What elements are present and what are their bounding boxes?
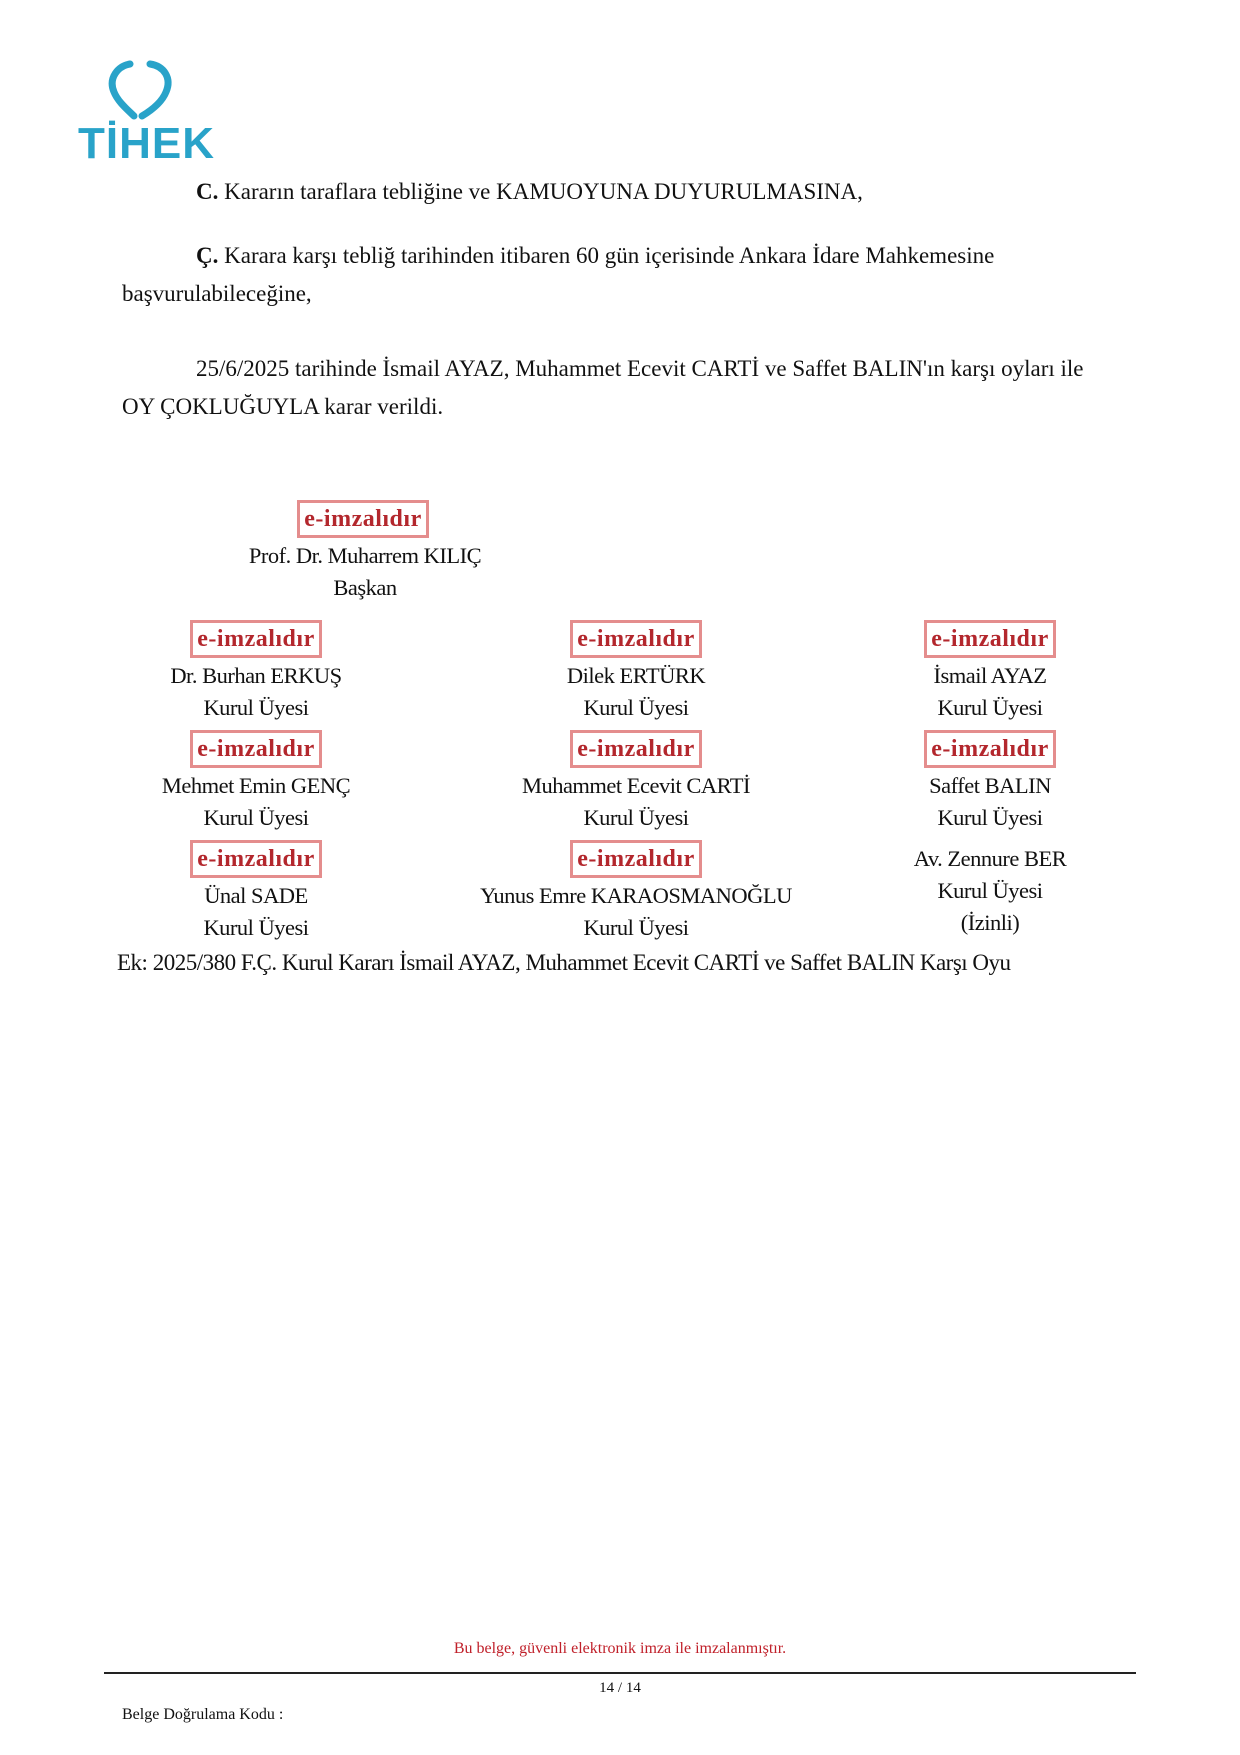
tihek-logo <box>78 60 215 170</box>
verification-code-label: Belge Doğrulama Kodu : <box>122 1706 284 1723</box>
signature-note: (İzinli) <box>960 910 1020 935</box>
signature-name: İsmail AYAZ <box>933 663 1047 688</box>
signature-member <box>840 660 1140 724</box>
e-signature-badge-label: e-imzalıdır <box>197 625 315 652</box>
signature-name: Dilek ERTÜRK <box>566 663 706 688</box>
decision-line2: OY ÇOKLUĞUYLA karar verildi. <box>122 394 444 419</box>
signature-name: Mehmet Emin GENÇ <box>161 773 351 798</box>
signature-title: Kurul Üyesi <box>937 805 1043 830</box>
e-signature-badge <box>570 840 702 878</box>
paragraph-c-text: Kararın taraflara tebliğine ve KAMUOYUNA DUYURULMASINA, <box>218 179 863 204</box>
footer-divider <box>104 1672 1136 1674</box>
signature-name: Dr. Burhan ERKUŞ <box>170 663 342 688</box>
e-signature-badge-label: e-imzalıdır <box>577 625 695 652</box>
e-signature-badge-label: e-imzalıdır <box>931 735 1049 762</box>
signature-title: Kurul Üyesi <box>203 805 309 830</box>
signature-name: Av. Zennure BER <box>913 846 1067 871</box>
signature-member-absent <box>840 843 1140 939</box>
paragraph-c <box>196 173 863 211</box>
signature-member <box>106 660 406 724</box>
signature-title: Kurul Üyesi <box>203 915 309 940</box>
e-signature-badge-label: e-imzalıdır <box>197 735 315 762</box>
page-number: 14 / 14 <box>599 1680 641 1696</box>
e-signature-badge <box>190 840 322 878</box>
e-signature-badge <box>190 620 322 658</box>
signature-title: Kurul Üyesi <box>937 695 1043 720</box>
signature-member <box>486 660 786 724</box>
e-signature-badge <box>570 730 702 768</box>
paragraph-c-label: C. <box>196 179 219 204</box>
signature-title: Başkan <box>333 575 397 600</box>
e-signature-badge <box>297 500 429 538</box>
e-signature-badge <box>924 620 1056 658</box>
signature-member <box>436 880 836 944</box>
e-signature-badge-label: e-imzalıdır <box>931 625 1049 652</box>
signature-member <box>486 770 786 834</box>
e-signature-badge <box>190 730 322 768</box>
signature-member <box>106 770 406 834</box>
signature-title: Kurul Üyesi <box>203 695 309 720</box>
e-signature-badge <box>570 620 702 658</box>
e-signature-badge <box>924 730 1056 768</box>
paragraph-cc-line1 <box>196 237 994 275</box>
signature-name: Saffet BALIN <box>929 773 1051 798</box>
paragraph-cc-text: Karara karşı tebliğ tarihinden itibaren 60 gün içerisinde Ankara İdare Mahkemesine <box>218 243 995 268</box>
signature-president <box>215 540 515 604</box>
attachment-note: Ek: 2025/380 F.Ç. Kurul Kararı İsmail AYAZ, Muhammet Ecevit CARTİ ve Saffet BALIN Karşı Oyu <box>117 950 1011 975</box>
signature-title: Kurul Üyesi <box>583 915 689 940</box>
decision-line1: 25/6/2025 tarihinde İsmail AYAZ, Muhammet Ecevit CARTİ ve Saffet BALIN'ın karşı oyları ile <box>196 356 1084 381</box>
signature-title: Kurul Üyesi <box>937 878 1043 903</box>
logo-text: TİHEK <box>78 119 215 168</box>
e-signature-badge-label: e-imzalıdır <box>577 845 695 872</box>
signature-name: Ünal SADE <box>204 883 308 908</box>
signature-name: Yunus Emre KARAOSMANOĞLU <box>480 883 792 908</box>
paragraph-cc-label: Ç. <box>196 243 219 268</box>
signed-notice: Bu belge, güvenli elektronik imza ile imzalanmıştır. <box>453 1640 787 1657</box>
signature-name: Prof. Dr. Muharrem KILIÇ <box>248 543 482 568</box>
e-signature-badge-label: e-imzalıdır <box>577 735 695 762</box>
paragraph-cc-line2: başvurulabileceğine, <box>122 281 312 306</box>
signature-member <box>106 880 406 944</box>
signature-title: Kurul Üyesi <box>583 805 689 830</box>
signature-name: Muhammet Ecevit CARTİ <box>521 773 751 798</box>
signature-member <box>840 770 1140 834</box>
heart-icon <box>78 60 208 122</box>
e-signature-badge-label: e-imzalıdır <box>197 845 315 872</box>
signature-title: Kurul Üyesi <box>583 695 689 720</box>
e-signature-badge-label: e-imzalıdır <box>304 505 422 532</box>
